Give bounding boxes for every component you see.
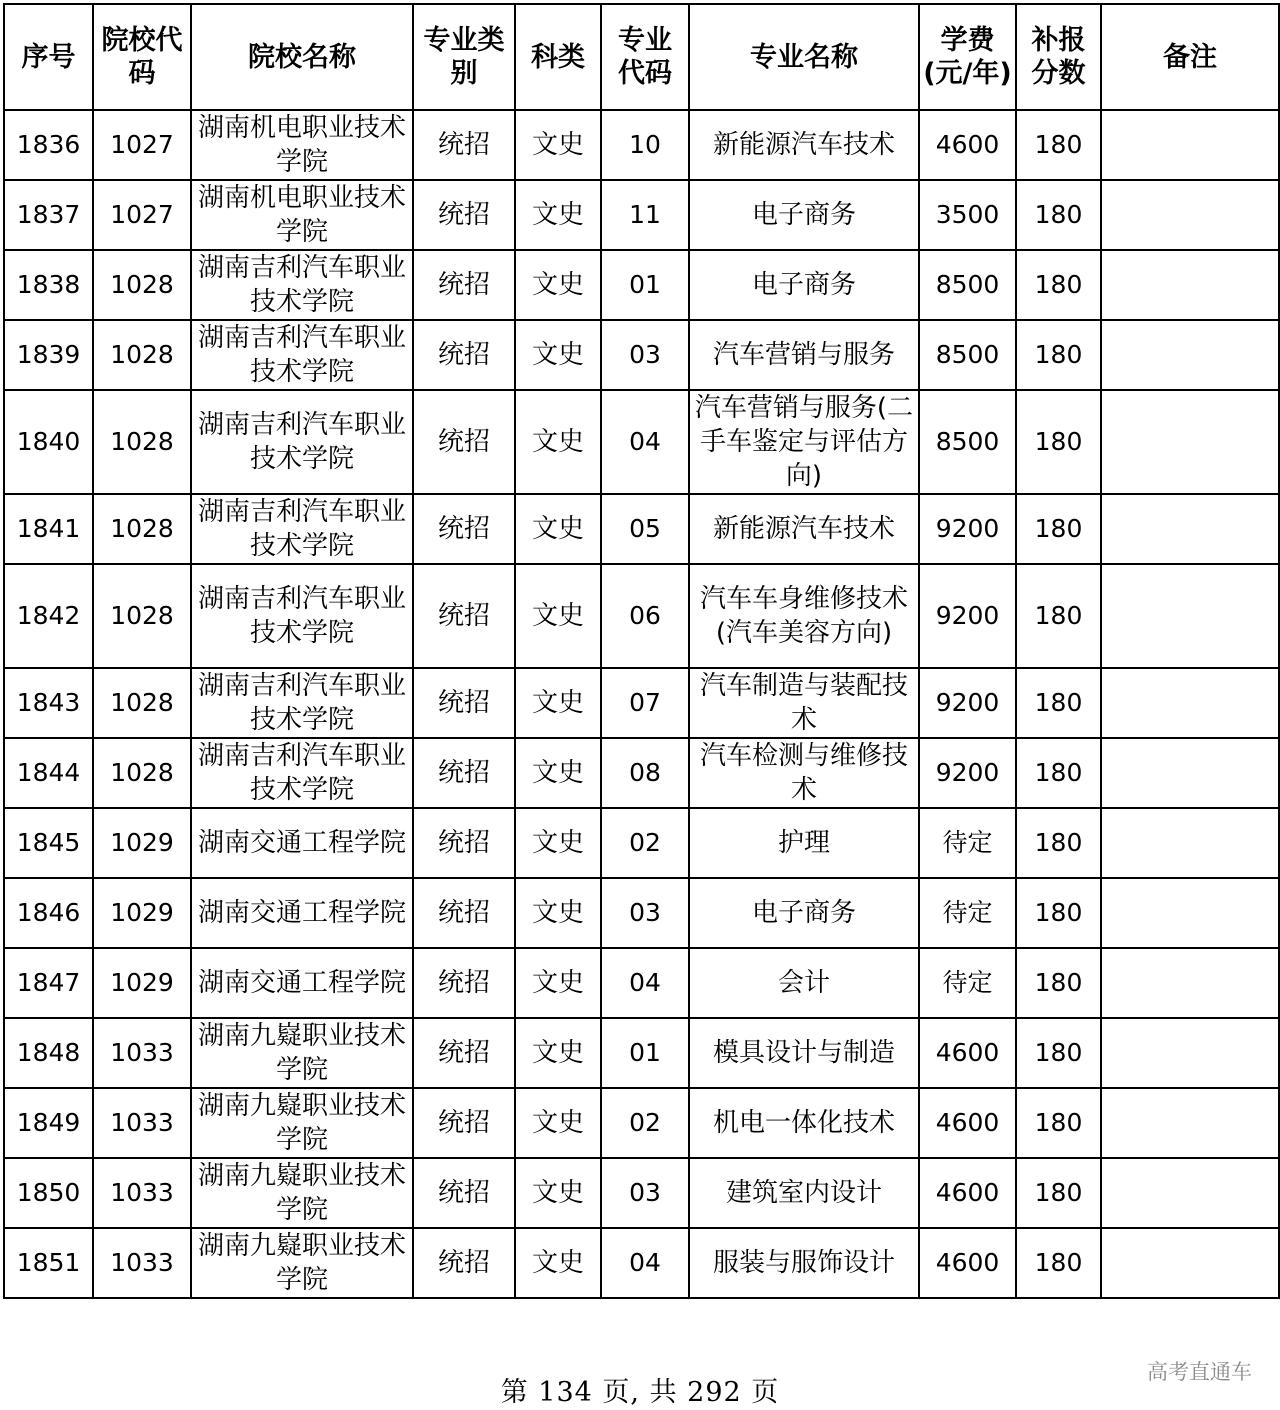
serial-cell: 1839 — [4, 320, 93, 390]
major-code-cell: 03 — [601, 320, 689, 390]
category-cell: 统招 — [413, 1088, 515, 1158]
table-row — [4, 738, 1279, 808]
tuition-cell: 4600 — [919, 110, 1016, 180]
category-cell: 统招 — [413, 320, 515, 390]
subject-cell: 文史 — [515, 1088, 601, 1158]
table-row — [4, 808, 1279, 878]
school-code-cell: 1027 — [93, 180, 191, 250]
serial-cell: 1840 — [4, 390, 93, 494]
remarks-cell — [1101, 948, 1279, 1018]
remarks-cell — [1101, 1158, 1279, 1228]
remarks-cell — [1101, 564, 1279, 668]
remarks-cell — [1101, 180, 1279, 250]
school-code-cell: 1028 — [93, 320, 191, 390]
remarks-cell — [1101, 878, 1279, 948]
school-name-cell: 湖南交通工程学院 — [191, 948, 413, 1018]
table-row — [4, 110, 1279, 180]
subject-cell: 文史 — [515, 808, 601, 878]
tuition-cell: 4600 — [919, 1158, 1016, 1228]
score-cell: 180 — [1016, 390, 1101, 494]
tuition-cell: 9200 — [919, 494, 1016, 564]
category-cell: 统招 — [413, 878, 515, 948]
subject-cell: 文史 — [515, 878, 601, 948]
tuition-cell: 待定 — [919, 948, 1016, 1018]
subject-cell: 文史 — [515, 668, 601, 738]
header-major-code: 专业代码 — [601, 4, 689, 110]
school-code-cell: 1029 — [93, 808, 191, 878]
serial-cell: 1851 — [4, 1228, 93, 1298]
school-name-cell: 湖南机电职业技术学院 — [191, 110, 413, 180]
table-row — [4, 390, 1279, 494]
major-name-cell: 汽车检测与维修技术 — [689, 738, 919, 808]
serial-cell: 1844 — [4, 738, 93, 808]
table-row — [4, 878, 1279, 948]
table-row — [4, 1088, 1279, 1158]
major-code-cell: 01 — [601, 1018, 689, 1088]
remarks-cell — [1101, 494, 1279, 564]
school-code-cell: 1029 — [93, 948, 191, 1018]
school-name-cell: 湖南吉利汽车职业技术学院 — [191, 494, 413, 564]
table-row — [4, 668, 1279, 738]
school-name-cell: 湖南吉利汽车职业技术学院 — [191, 668, 413, 738]
major-code-cell: 10 — [601, 110, 689, 180]
school-code-cell: 1033 — [93, 1088, 191, 1158]
school-name-cell: 湖南九嶷职业技术学院 — [191, 1158, 413, 1228]
category-cell: 统招 — [413, 494, 515, 564]
score-cell: 180 — [1016, 250, 1101, 320]
major-name-cell: 建筑室内设计 — [689, 1158, 919, 1228]
tuition-cell: 8500 — [919, 320, 1016, 390]
major-name-cell: 模具设计与制造 — [689, 1018, 919, 1088]
remarks-cell — [1101, 1228, 1279, 1298]
header-school-name: 院校名称 — [191, 4, 413, 110]
header-major-name: 专业名称 — [689, 4, 919, 110]
category-cell: 统招 — [413, 1158, 515, 1228]
table-row — [4, 320, 1279, 390]
major-code-cell: 04 — [601, 1228, 689, 1298]
remarks-cell — [1101, 1088, 1279, 1158]
major-name-cell: 电子商务 — [689, 250, 919, 320]
subject-cell: 文史 — [515, 494, 601, 564]
serial-cell: 1836 — [4, 110, 93, 180]
school-code-cell: 1029 — [93, 878, 191, 948]
subject-cell: 文史 — [515, 390, 601, 494]
score-cell: 180 — [1016, 110, 1101, 180]
category-cell: 统招 — [413, 1228, 515, 1298]
remarks-cell — [1101, 808, 1279, 878]
subject-cell: 文史 — [515, 180, 601, 250]
remarks-cell — [1101, 738, 1279, 808]
school-name-cell: 湖南吉利汽车职业技术学院 — [191, 250, 413, 320]
header-remarks: 备注 — [1101, 4, 1279, 110]
major-name-cell: 新能源汽车技术 — [689, 494, 919, 564]
remarks-cell — [1101, 110, 1279, 180]
tuition-cell: 9200 — [919, 564, 1016, 668]
major-code-cell: 05 — [601, 494, 689, 564]
subject-cell: 文史 — [515, 738, 601, 808]
major-code-cell: 08 — [601, 738, 689, 808]
tuition-cell: 4600 — [919, 1018, 1016, 1088]
school-name-cell: 湖南吉利汽车职业技术学院 — [191, 738, 413, 808]
serial-cell: 1848 — [4, 1018, 93, 1088]
subject-cell: 文史 — [515, 110, 601, 180]
remarks-cell — [1101, 1018, 1279, 1088]
tuition-cell: 4600 — [919, 1228, 1016, 1298]
serial-cell: 1838 — [4, 250, 93, 320]
category-cell: 统招 — [413, 390, 515, 494]
major-name-cell: 新能源汽车技术 — [689, 110, 919, 180]
serial-cell: 1847 — [4, 948, 93, 1018]
table-header-row — [4, 4, 1279, 110]
major-code-cell: 04 — [601, 948, 689, 1018]
serial-cell: 1845 — [4, 808, 93, 878]
major-name-cell: 护理 — [689, 808, 919, 878]
tuition-cell: 9200 — [919, 738, 1016, 808]
major-code-cell: 03 — [601, 1158, 689, 1228]
score-cell: 180 — [1016, 564, 1101, 668]
serial-cell: 1850 — [4, 1158, 93, 1228]
header-serial: 序号 — [4, 4, 93, 110]
table-row — [4, 1228, 1279, 1298]
major-name-cell: 电子商务 — [689, 878, 919, 948]
header-tuition: 学费(元/年) — [919, 4, 1016, 110]
major-name-cell: 会计 — [689, 948, 919, 1018]
remarks-cell — [1101, 320, 1279, 390]
table-row — [4, 564, 1279, 668]
major-code-cell: 07 — [601, 668, 689, 738]
school-name-cell: 湖南吉利汽车职业技术学院 — [191, 564, 413, 668]
serial-cell: 1846 — [4, 878, 93, 948]
major-code-cell: 02 — [601, 808, 689, 878]
category-cell: 统招 — [413, 250, 515, 320]
table-row — [4, 180, 1279, 250]
school-name-cell: 湖南九嶷职业技术学院 — [191, 1018, 413, 1088]
school-name-cell: 湖南机电职业技术学院 — [191, 180, 413, 250]
score-cell: 180 — [1016, 1158, 1101, 1228]
score-cell: 180 — [1016, 1018, 1101, 1088]
major-code-cell: 11 — [601, 180, 689, 250]
header-min-score: 补报分数 — [1016, 4, 1101, 110]
major-code-cell: 02 — [601, 1088, 689, 1158]
category-cell: 统招 — [413, 808, 515, 878]
subject-cell: 文史 — [515, 250, 601, 320]
subject-cell: 文史 — [515, 1158, 601, 1228]
school-name-cell: 湖南吉利汽车职业技术学院 — [191, 390, 413, 494]
score-cell: 180 — [1016, 180, 1101, 250]
school-code-cell: 1028 — [93, 494, 191, 564]
major-name-cell: 机电一体化技术 — [689, 1088, 919, 1158]
score-cell: 180 — [1016, 494, 1101, 564]
school-code-cell: 1028 — [93, 390, 191, 494]
major-code-cell: 06 — [601, 564, 689, 668]
admissions-table — [3, 3, 1280, 1299]
subject-cell: 文史 — [515, 1018, 601, 1088]
subject-cell: 文史 — [515, 1228, 601, 1298]
table-body — [4, 110, 1279, 1298]
tuition-cell: 9200 — [919, 668, 1016, 738]
major-code-cell: 03 — [601, 878, 689, 948]
school-name-cell: 湖南九嶷职业技术学院 — [191, 1228, 413, 1298]
serial-cell: 1837 — [4, 180, 93, 250]
major-name-cell: 电子商务 — [689, 180, 919, 250]
major-name-cell: 汽车营销与服务 — [689, 320, 919, 390]
table-row — [4, 948, 1279, 1018]
major-name-cell: 汽车车身维修技术(汽车美容方向) — [689, 564, 919, 668]
table-row — [4, 250, 1279, 320]
score-cell: 180 — [1016, 1088, 1101, 1158]
school-code-cell: 1028 — [93, 738, 191, 808]
school-name-cell: 湖南九嶷职业技术学院 — [191, 1088, 413, 1158]
table-row — [4, 494, 1279, 564]
remarks-cell — [1101, 390, 1279, 494]
school-code-cell: 1027 — [93, 110, 191, 180]
category-cell: 统招 — [413, 110, 515, 180]
school-code-cell: 1028 — [93, 250, 191, 320]
major-code-cell: 01 — [601, 250, 689, 320]
watermark-text: 高考直通车 — [1147, 1360, 1252, 1384]
tuition-cell: 待定 — [919, 878, 1016, 948]
table-row — [4, 1158, 1279, 1228]
score-cell: 180 — [1016, 738, 1101, 808]
serial-cell: 1843 — [4, 668, 93, 738]
subject-cell: 文史 — [515, 320, 601, 390]
score-cell: 180 — [1016, 948, 1101, 1018]
school-code-cell: 1033 — [93, 1018, 191, 1088]
header-major-category: 专业类别 — [413, 4, 515, 110]
school-code-cell: 1033 — [93, 1158, 191, 1228]
score-cell: 180 — [1016, 878, 1101, 948]
score-cell: 180 — [1016, 808, 1101, 878]
major-name-cell: 服装与服饰设计 — [689, 1228, 919, 1298]
header-subject: 科类 — [515, 4, 601, 110]
category-cell: 统招 — [413, 738, 515, 808]
serial-cell: 1842 — [4, 564, 93, 668]
score-cell: 180 — [1016, 320, 1101, 390]
category-cell: 统招 — [413, 668, 515, 738]
school-name-cell: 湖南交通工程学院 — [191, 808, 413, 878]
serial-cell: 1849 — [4, 1088, 93, 1158]
school-code-cell: 1033 — [93, 1228, 191, 1298]
school-code-cell: 1028 — [93, 668, 191, 738]
major-name-cell: 汽车制造与装配技术 — [689, 668, 919, 738]
category-cell: 统招 — [413, 564, 515, 668]
remarks-cell — [1101, 668, 1279, 738]
remarks-cell — [1101, 250, 1279, 320]
category-cell: 统招 — [413, 180, 515, 250]
score-cell: 180 — [1016, 668, 1101, 738]
tuition-cell: 4600 — [919, 1088, 1016, 1158]
header-school-code: 院校代码 — [93, 4, 191, 110]
major-name-cell: 汽车营销与服务(二手车鉴定与评估方向) — [689, 390, 919, 494]
serial-cell: 1841 — [4, 494, 93, 564]
major-code-cell: 04 — [601, 390, 689, 494]
table-row — [4, 1018, 1279, 1088]
tuition-cell: 8500 — [919, 390, 1016, 494]
category-cell: 统招 — [413, 1018, 515, 1088]
tuition-cell: 待定 — [919, 808, 1016, 878]
subject-cell: 文史 — [515, 564, 601, 668]
school-name-cell: 湖南交通工程学院 — [191, 878, 413, 948]
subject-cell: 文史 — [515, 948, 601, 1018]
school-name-cell: 湖南吉利汽车职业技术学院 — [191, 320, 413, 390]
category-cell: 统招 — [413, 948, 515, 1018]
tuition-cell: 8500 — [919, 250, 1016, 320]
school-code-cell: 1028 — [93, 564, 191, 668]
tuition-cell: 3500 — [919, 180, 1016, 250]
score-cell: 180 — [1016, 1228, 1101, 1298]
page-number: 第 134 页, 共 292 页 — [500, 1377, 780, 1408]
